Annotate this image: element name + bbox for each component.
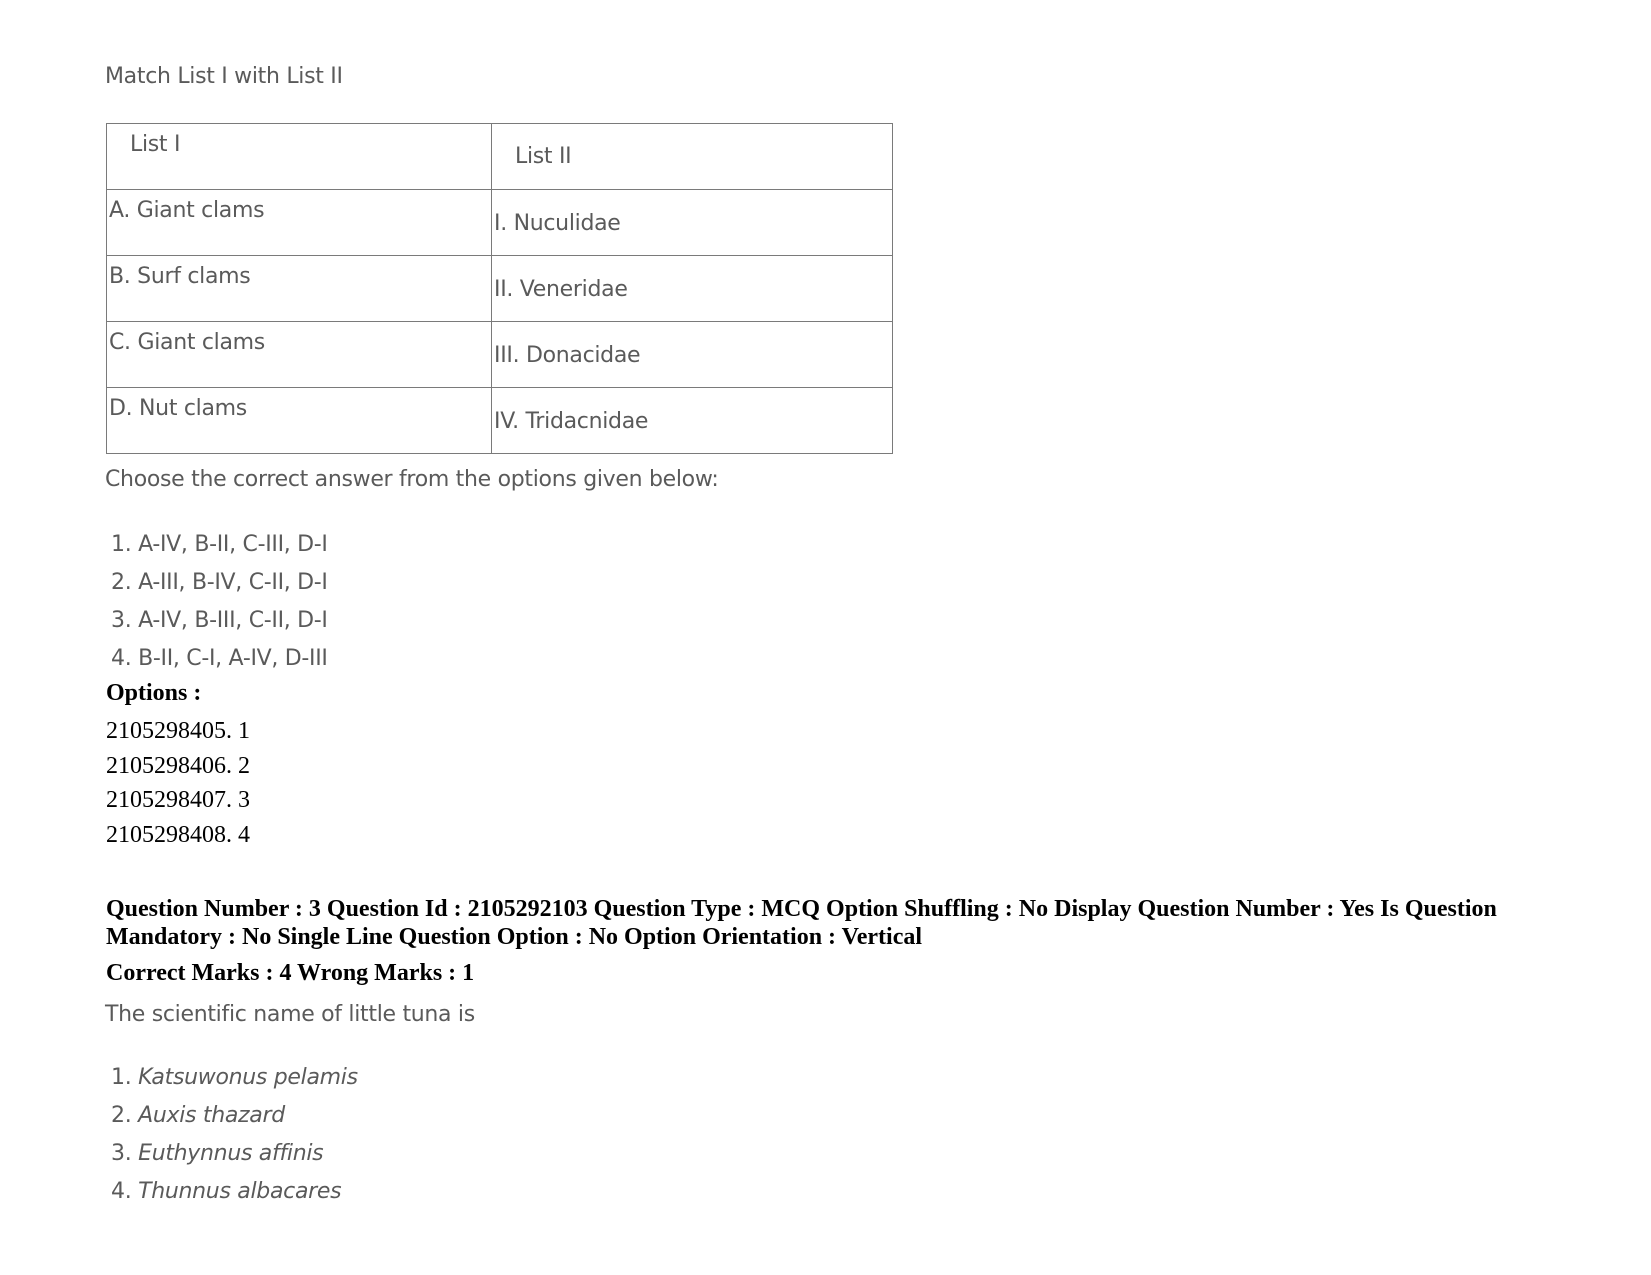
match-table — [106, 123, 893, 454]
table-cell — [107, 256, 492, 322]
header-list-2: List II — [515, 144, 572, 169]
list-1-item: D. Nut clams — [109, 396, 247, 421]
answer-item — [111, 1173, 358, 1211]
answer-item: 3. A-IV, B-III, C-II, D-I — [111, 608, 328, 633]
option-id-item: 2105298407. 3 — [106, 787, 250, 813]
table-row — [107, 388, 893, 454]
answer-list — [111, 526, 328, 678]
table-cell — [107, 190, 492, 256]
answer-item: 4. B-II, C-I, A-IV, D-III — [111, 646, 328, 671]
answer-number: 3. — [111, 1141, 132, 1166]
list-1-item: A. Giant clams — [109, 198, 265, 223]
table-header-row — [107, 124, 893, 190]
option-id-item: 2105298408. 4 — [106, 821, 250, 848]
answer-list — [111, 1059, 358, 1211]
table-cell — [492, 256, 893, 322]
table-cell — [107, 322, 492, 388]
answer-number: 1. — [111, 1065, 132, 1090]
answer-item — [111, 1097, 358, 1135]
species-name: Euthynnus affinis — [138, 1141, 324, 1166]
species-name: Auxis thazard — [138, 1103, 285, 1128]
list-2-item: II. Veneridae — [494, 277, 628, 302]
table-row — [107, 190, 893, 256]
table-row — [107, 322, 893, 388]
table-cell — [492, 190, 893, 256]
options-heading: Options : — [106, 680, 202, 706]
table-header-cell — [492, 124, 893, 190]
answer-number: 4. — [111, 1179, 132, 1204]
answer-item: 1. A-IV, B-II, C-III, D-I — [111, 532, 328, 557]
question-meta: Question Number : 3 Question Id : 2105292103 Question Type : MCQ Option Shuffling : No Display Question Number : Yes Is Question Mandatory : No Single Line Question Option : No Option Orientation : Vertical — [106, 896, 1497, 950]
list-1-item: B. Surf clams — [109, 264, 251, 289]
option-id-item: 2105298406. 2 — [106, 752, 250, 779]
answer-item: 2. A-III, B-IV, C-II, D-I — [111, 570, 328, 595]
species-name: Thunnus albacares — [138, 1179, 342, 1204]
question-text: The scientific name of little tuna is — [105, 1002, 475, 1027]
table-cell — [492, 388, 893, 454]
list-1-item: C. Giant clams — [109, 330, 265, 355]
answer-item — [111, 1135, 358, 1173]
list-2-item: IV. Tridacnidae — [494, 409, 649, 434]
answer-item — [111, 1059, 358, 1097]
option-id-item: 2105298405. 1 — [106, 718, 250, 744]
list-2-item: I. Nuculidae — [494, 211, 621, 236]
header-list-1: List I — [130, 132, 181, 157]
option-id-list — [106, 714, 250, 852]
question-intro: Match List I with List II — [105, 64, 343, 89]
choose-instruction: Choose the correct answer from the options given below: — [105, 467, 719, 492]
table-header-cell — [107, 124, 492, 190]
table-row — [107, 256, 893, 322]
question-marks: Correct Marks : 4 Wrong Marks : 1 — [106, 960, 475, 986]
answer-number: 2. — [111, 1103, 132, 1128]
list-2-item: III. Donacidae — [494, 343, 641, 368]
table-cell — [107, 388, 492, 454]
species-name: Katsuwonus pelamis — [138, 1065, 358, 1090]
table-cell — [492, 322, 893, 388]
